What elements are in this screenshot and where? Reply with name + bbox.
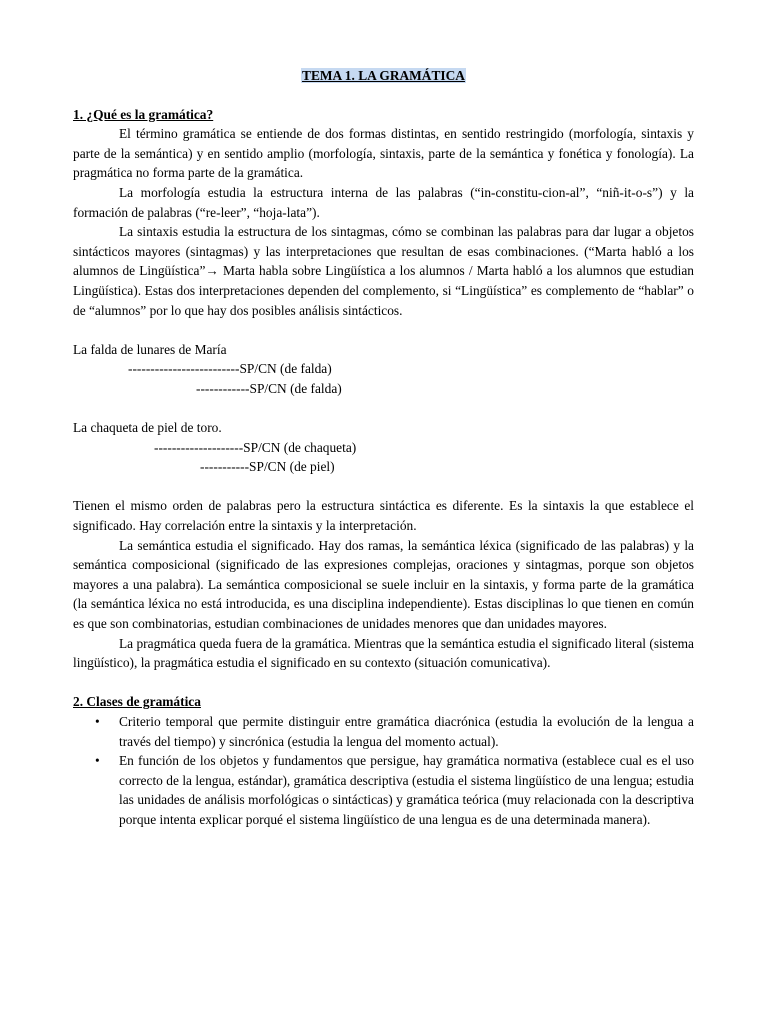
paragraph-semantics: La semántica estudia el significado. Hay dos ramas, la semántica léxica (significado de las palabras) y la semántica composicional (significado de las expresiones complejas, oraciones y sintagmas, porque son objetos mayores a una palabra). La semántica composicional se suele incluir en la sintaxis, y forma parte de la gramática (la semántica léxica no está introducida, es una disciplina independiente). Estas disciplinas lo que tienen en común es que son combinatorias, estudian combinaciones de unidades menores que dan unidades mayores. — [73, 537, 694, 632]
document-body — [73, 66, 694, 830]
example-1-line-2: ------------SP/CN (de falda) — [196, 380, 342, 396]
example-2-line-2: -----------SP/CN (de piel) — [200, 459, 335, 475]
list-item — [73, 751, 694, 829]
paragraph-pragmatics: La pragmática queda fuera de la gramática. Mientras que la semántica estudia el significado literal (sistema lingüístico), la pragmática estudia el significado en su contexto (situación comunicativa). — [73, 635, 694, 671]
page-title: TEMA 1. LA GRAMÁTICA — [302, 68, 465, 83]
list-item — [73, 712, 694, 751]
section-2-heading-text: 2. Clases de gramática — [73, 694, 201, 710]
example-2-sentence: La chaqueta de piel de toro. — [73, 420, 222, 436]
paragraph-syntax-part1: La sintaxis estudia la estructura de los sintagmas, cómo se combinan las palabras para dar lugar a objetos sintácticos mayores (sintagmas) y las interpretaciones que resultan de esas combinaciones. (“Marta habló a los alumnos de Lingüística” — [73, 224, 694, 279]
section-1-heading-text: 1. ¿Qué es la gramática? — [73, 106, 214, 122]
bullet-icon: • — [95, 714, 100, 729]
grammar-types-list — [73, 712, 694, 830]
section-2-heading — [73, 692, 694, 712]
paragraph-syntax-part2: Marta habla sobre Lingüística a los alumnos / Marta habló a los alumnos que estudian Lingüística). Estas dos interpretaciones dependen del complemento, si “Lingüística” es complemento de “hablar” o de “alumnos” por lo que hay dos posibles análisis sintácticos. — [73, 263, 695, 318]
example-1-sentence: La falda de lunares de María — [73, 341, 227, 357]
spacer — [73, 320, 694, 340]
title-block — [73, 66, 694, 86]
section-1-heading — [73, 105, 694, 125]
arrow-icon: → — [205, 263, 219, 279]
bullet-icon: • — [95, 753, 100, 769]
paragraph-word-order: Tienen el mismo orden de palabras pero la estructura sintáctica es diferente. Es la sintaxis la que establece el significado. Hay correlación entre la sintaxis y la interpretación. — [73, 498, 694, 534]
spacer — [73, 673, 694, 693]
paragraph-syntax — [73, 222, 694, 320]
spacer — [73, 399, 694, 419]
list-item-text: Criterio temporal que permite distinguir entre gramática diacrónica (estudia la evolución de la lengua a través del tiempo) y sincrónica (estudia la lengua del momento actual). — [119, 714, 694, 749]
example-2-line-1: --------------------SP/CN (de chaqueta) — [154, 439, 357, 455]
spacer — [73, 477, 694, 497]
list-item-text: En función de los objetos y fundamentos que persigue, hay gramática normativa (establece cual es el uso correcto de la lengua, estándar), gramática descriptiva (estudia el sistema lingüístico de una lengua; estudia las unidades de análisis morfológicas o sintácticas) y gramática teórica (muy relacionada con la descriptiva porque intenta explicar porqué el sistema lingüístico de una lengua es de una determinada manera). — [119, 753, 694, 827]
paragraph-morphology: La morfología estudia la estructura interna de las palabras (“in-constitu-cion-al”, “niñ-it-o-s”) y la formación de palabras (“re-leer”, “hoja-lata”). — [73, 184, 694, 220]
paragraph-definition: El término gramática se entiende de dos formas distintas, en sentido restringido (morfología, sintaxis y parte de la semántica) y en sentido amplio (morfología, sintaxis, parte de la semántica y fonética y fonología). La pragmática no forma parte de la gramática. — [73, 126, 694, 181]
example-1-line-1: -------------------------SP/CN (de falda) — [128, 361, 332, 377]
